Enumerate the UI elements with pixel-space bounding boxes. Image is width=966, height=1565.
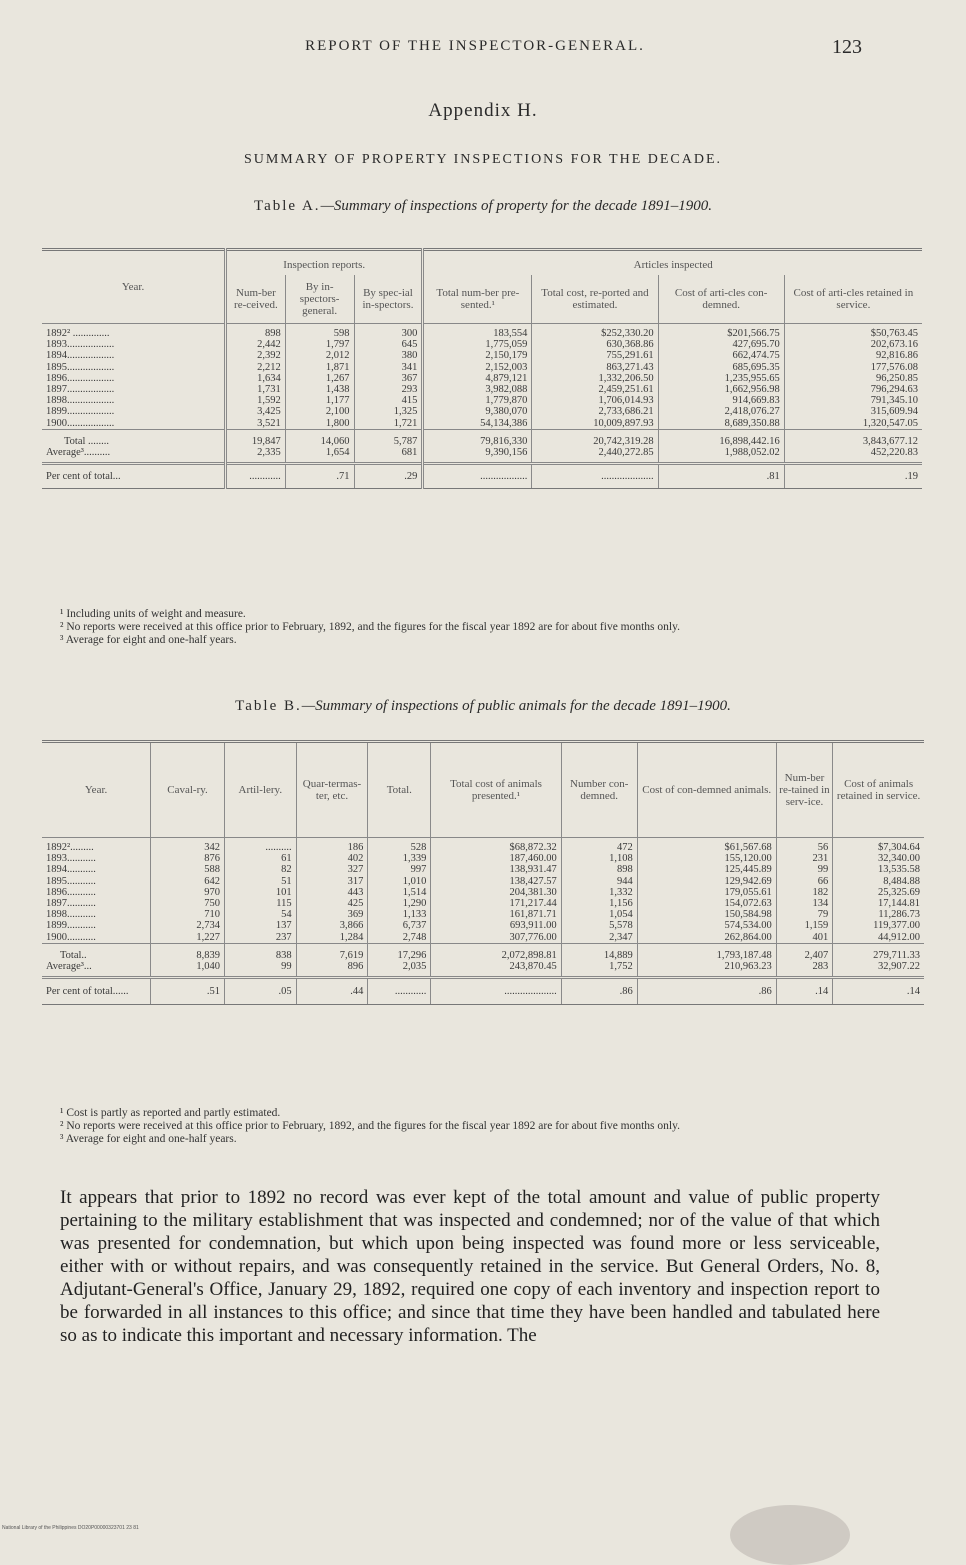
row-value: 1,662,956.98: [658, 384, 784, 395]
table-b-note-3: ³ Average for eight and one-half years.: [60, 1133, 237, 1145]
page-stain: [730, 1505, 850, 1565]
row-year: 1895...........: [46, 875, 96, 887]
row-value: 1,159: [776, 920, 832, 931]
table-a-percent-row: [42, 464, 922, 489]
table-b-note-2: ² No reports were received at this office prior to February, 1892, and the figures for the fiscal year 1892 are for about five months only.: [60, 1120, 680, 1132]
row-value: 119,377.00: [833, 920, 924, 931]
row-value: 2,392: [226, 350, 286, 361]
table-row: [42, 898, 924, 909]
average-value: 681: [354, 447, 423, 464]
table-a-group-articles-inspected: Articles inspected: [423, 250, 922, 276]
table-a-total-row: [42, 429, 922, 447]
percent-value: .14: [833, 978, 924, 1005]
total-value: 16,898,442.16: [658, 429, 784, 447]
percent-value: ............: [226, 464, 286, 489]
table-a-header-cost-retained: Cost of arti-cles retained in service.: [784, 275, 922, 324]
table-a-average-row: [42, 447, 922, 464]
row-value: 231: [776, 853, 832, 864]
row-value: 129,942.69: [637, 876, 776, 887]
row-value: 898: [561, 864, 637, 875]
running-head: REPORT OF THE INSPECTOR-GENERAL.: [305, 38, 645, 54]
row-value: 1,133: [368, 909, 431, 920]
row-year: 1894..................: [46, 350, 115, 362]
row-year: 1900..................: [46, 417, 115, 429]
row-value: 17,144.81: [833, 898, 924, 909]
row-value: 685,695.35: [658, 362, 784, 373]
row-value: 598: [285, 324, 354, 340]
average-value: 1,040: [151, 961, 225, 978]
table-b-header-year: Year.: [42, 742, 151, 838]
row-value: 177,576.08: [784, 362, 922, 373]
row-value: 2,100: [285, 406, 354, 417]
row-value: 82: [224, 864, 296, 875]
row-value: 92,816.86: [784, 350, 922, 361]
row-value: 1,871: [285, 362, 354, 373]
row-value: 1,779,870: [423, 395, 532, 406]
row-value: 3,866: [296, 920, 368, 931]
summary-title: SUMMARY OF PROPERTY INSPECTIONS FOR THE DECADE.: [243, 152, 723, 167]
row-value: 1,320,547.05: [784, 418, 922, 430]
average-value: 2,440,272.85: [532, 447, 658, 464]
row-value: ..........: [224, 838, 296, 854]
appendix-title: Appendix H.: [428, 100, 538, 121]
row-value: 5,578: [561, 920, 637, 931]
row-year: 1896..................: [46, 372, 115, 384]
row-value: 1,731: [226, 384, 286, 395]
row-value: 11,286.73: [833, 909, 924, 920]
table-row: [42, 373, 922, 384]
percent-value: Per cent of total...: [42, 464, 226, 489]
table-b: [42, 740, 924, 1005]
average-value: 210,963.23: [637, 961, 776, 978]
percent-value: ....................: [431, 978, 561, 1005]
table-b-title: —Summary of inspections of public animals for the decade 1891–1900.: [301, 698, 731, 714]
table-row: [42, 362, 922, 373]
row-year: 1900...........: [46, 931, 96, 943]
total-value: Total..: [42, 943, 151, 961]
row-value: 369: [296, 909, 368, 920]
row-value: 341: [354, 362, 423, 373]
total-value: 7,619: [296, 943, 368, 961]
table-row: [42, 384, 922, 395]
table-b-header-number-condemned: Number con-demned.: [561, 742, 637, 838]
row-value: 863,271.43: [532, 362, 658, 373]
row-value: 187,460.00: [431, 853, 561, 864]
row-year: 1897...........: [46, 898, 96, 910]
row-value: 32,340.00: [833, 853, 924, 864]
table-a-header-by-inspectors-general: By in-spectors-general.: [285, 275, 354, 324]
row-value: 2,012: [285, 350, 354, 361]
row-value: 101: [224, 887, 296, 898]
row-value: 9,380,070: [423, 406, 532, 417]
row-value: 137: [224, 920, 296, 931]
percent-value: .81: [658, 464, 784, 489]
row-value: 66: [776, 876, 832, 887]
table-row: [42, 350, 922, 361]
row-value: 944: [561, 876, 637, 887]
average-value: 1,752: [561, 961, 637, 978]
row-value: $50,763.45: [784, 324, 922, 340]
row-value: 44,912.00: [833, 932, 924, 944]
row-value: 237: [224, 932, 296, 944]
row-value: 2,734: [151, 920, 225, 931]
row-value: 54: [224, 909, 296, 920]
row-value: 574,534.00: [637, 920, 776, 931]
table-row: [42, 838, 924, 854]
row-value: 202,673.16: [784, 339, 922, 350]
average-value: 2,335: [226, 447, 286, 464]
table-a-notes: [60, 608, 890, 647]
row-value: 79: [776, 909, 832, 920]
row-value: 6,737: [368, 920, 431, 931]
row-value: 997: [368, 864, 431, 875]
total-value: 19,847: [226, 429, 286, 447]
total-value: 3,843,677.12: [784, 429, 922, 447]
row-value: 1,775,059: [423, 339, 532, 350]
row-value: 300: [354, 324, 423, 340]
row-year: 1896...........: [46, 886, 96, 898]
row-value: 427,695.70: [658, 339, 784, 350]
row-value: 1,177: [285, 395, 354, 406]
table-row: [42, 406, 922, 417]
total-value: 17,296: [368, 943, 431, 961]
row-value: 425: [296, 898, 368, 909]
row-value: 645: [354, 339, 423, 350]
table-b-header-cost-retained: Cost of animals retained in service.: [833, 742, 924, 838]
row-year: 1895..................: [46, 361, 115, 373]
row-value: 183,554: [423, 324, 532, 340]
row-year: 1898..................: [46, 395, 115, 407]
percent-value: .44: [296, 978, 368, 1005]
total-value: 79,816,330: [423, 429, 532, 447]
table-a-note-2: ² No reports were received at this office prior to February, 1892, and the figures for the fiscal year 1892 are for about five months only.: [60, 621, 680, 633]
body-paragraph: It appears that prior to 1892 no record was ever kept of the total amount and value of public property pertaining to the military establishment that was inspected and condemned; nor of the value of that which was presented for condemnation, but which upon being inspected was found more or less serviceable, either with or without repairs, and was consequently retained in the service. But General Orders, No. 8, Adjutant-General's Office, January 29, 1892, required one copy of each inventory and inspection report to be forwarded in all instances to this office; and since that time they have been handled and tabulated here so as to indicate this important and necessary information. The: [60, 1187, 880, 1346]
table-b-percent-label: Per cent of total......: [42, 978, 151, 1005]
table-row: [42, 920, 924, 931]
average-value: 452,220.83: [784, 447, 922, 464]
table-a-header-year: Year.: [42, 250, 226, 324]
total-value: 5,787: [354, 429, 423, 447]
row-value: 401: [776, 932, 832, 944]
row-value: 2,347: [561, 932, 637, 944]
row-value: $7,304.64: [833, 838, 924, 854]
row-value: 642: [151, 876, 225, 887]
table-a: [42, 248, 922, 489]
row-value: 970: [151, 887, 225, 898]
table-b-header-total: Total.: [368, 742, 431, 838]
total-value: 1,793,187.48: [637, 943, 776, 961]
row-value: 662,474.75: [658, 350, 784, 361]
row-value: 134: [776, 898, 832, 909]
row-value: 4,879,121: [423, 373, 532, 384]
row-value: $68,872.32: [431, 838, 561, 854]
row-value: 51: [224, 876, 296, 887]
row-year: 1898...........: [46, 909, 96, 921]
row-value: 2,152,003: [423, 362, 532, 373]
row-value: 125,445.89: [637, 864, 776, 875]
table-b-header-cost-condemned: Cost of con-demned animals.: [637, 742, 776, 838]
average-value: 1,988,052.02: [658, 447, 784, 464]
percent-value: ............: [368, 978, 431, 1005]
row-value: 914,669.83: [658, 395, 784, 406]
row-value: 710: [151, 909, 225, 920]
row-value: 25,325.69: [833, 887, 924, 898]
percent-value: .86: [637, 978, 776, 1005]
table-b-header-quartermaster: Quar-termas-ter, etc.: [296, 742, 368, 838]
row-value: 1,634: [226, 373, 286, 384]
row-value: 154,072.63: [637, 898, 776, 909]
row-value: 186: [296, 838, 368, 854]
row-year: 1892² ..............: [46, 328, 110, 339]
table-b-header-artillery: Artil-lery.: [224, 742, 296, 838]
row-value: 367: [354, 373, 423, 384]
percent-value: .71: [285, 464, 354, 489]
row-year: 1893..................: [46, 339, 115, 351]
percent-value: ..................: [423, 464, 532, 489]
row-value: 138,931.47: [431, 864, 561, 875]
average-value: 896: [296, 961, 368, 978]
table-row: [42, 909, 924, 920]
row-value: 3,425: [226, 406, 286, 417]
table-row: [42, 324, 922, 340]
row-value: 56: [776, 838, 832, 854]
row-value: 1,267: [285, 373, 354, 384]
row-value: 1,339: [368, 853, 431, 864]
row-value: 13,535.58: [833, 864, 924, 875]
table-row: [42, 887, 924, 898]
row-value: 2,418,076.27: [658, 406, 784, 417]
row-value: 293: [354, 384, 423, 395]
row-year: 1899...........: [46, 920, 96, 932]
table-b-total-row: [42, 943, 924, 961]
row-value: 472: [561, 838, 637, 854]
row-value: 3,521: [226, 418, 286, 430]
row-value: 588: [151, 864, 225, 875]
row-value: 1,235,955.65: [658, 373, 784, 384]
row-value: 750: [151, 898, 225, 909]
row-value: $252,330.20: [532, 324, 658, 340]
table-row: [42, 932, 924, 944]
row-value: 443: [296, 887, 368, 898]
row-year: 1894...........: [46, 864, 96, 876]
row-value: 54,134,386: [423, 418, 532, 430]
row-value: 204,381.30: [431, 887, 561, 898]
row-value: 1,592: [226, 395, 286, 406]
row-value: $201,566.75: [658, 324, 784, 340]
row-year: 1899..................: [46, 406, 115, 418]
row-value: 402: [296, 853, 368, 864]
row-value: 1,108: [561, 853, 637, 864]
percent-value: .05: [224, 978, 296, 1005]
total-value: 2,072,898.81: [431, 943, 561, 961]
total-value: Total ........: [42, 429, 226, 447]
row-value: 1,797: [285, 339, 354, 350]
table-row: [42, 418, 922, 430]
table-a-header-number-received: Num-ber re-ceived.: [226, 275, 286, 324]
table-b-average-row: [42, 961, 924, 978]
row-value: 2,748: [368, 932, 431, 944]
table-row: [42, 876, 924, 887]
row-value: 2,150,179: [423, 350, 532, 361]
row-value: 327: [296, 864, 368, 875]
table-a-caption: [0, 198, 966, 215]
row-value: 1,010: [368, 876, 431, 887]
row-value: 150,584.98: [637, 909, 776, 920]
table-a-header-by-special-inspectors: By spec-ial in-spectors.: [354, 275, 423, 324]
average-value: 32,907.22: [833, 961, 924, 978]
table-b-notes: [60, 1107, 890, 1146]
row-value: 2,442: [226, 339, 286, 350]
row-value: 3,982,088: [423, 384, 532, 395]
percent-value: .29: [354, 464, 423, 489]
row-value: 876: [151, 853, 225, 864]
total-value: 14,060: [285, 429, 354, 447]
row-value: 693,911.00: [431, 920, 561, 931]
table-b-label: Table B.: [235, 698, 302, 714]
table-a-header-total-cost: Total cost, re-ported and estimated.: [532, 275, 658, 324]
row-value: 171,217.44: [431, 898, 561, 909]
page-number: 123: [832, 36, 862, 58]
row-value: 1,800: [285, 418, 354, 430]
row-value: 317: [296, 876, 368, 887]
row-value: 2,733,686.21: [532, 406, 658, 417]
table-b-caption: [0, 698, 966, 715]
percent-value: .19: [784, 464, 922, 489]
row-value: 1,156: [561, 898, 637, 909]
row-value: 415: [354, 395, 423, 406]
row-value: 1,332,206.50: [532, 373, 658, 384]
percent-value: ....................: [532, 464, 658, 489]
row-value: 1,721: [354, 418, 423, 430]
row-value: 528: [368, 838, 431, 854]
row-year: 1892².........: [46, 842, 94, 853]
table-a-header-cost-condemned: Cost of arti-cles con-demned.: [658, 275, 784, 324]
row-value: 8,484.88: [833, 876, 924, 887]
row-value: 1,706,014.93: [532, 395, 658, 406]
row-value: 99: [776, 864, 832, 875]
row-value: 2,459,251.61: [532, 384, 658, 395]
row-value: 1,290: [368, 898, 431, 909]
table-b-header-cavalry: Caval-ry.: [151, 742, 225, 838]
row-value: 796,294.63: [784, 384, 922, 395]
average-value: 283: [776, 961, 832, 978]
table-a-note-3: ³ Average for eight and one-half years.: [60, 634, 237, 646]
row-value: 155,120.00: [637, 853, 776, 864]
row-value: 1,325: [354, 406, 423, 417]
row-value: 1,284: [296, 932, 368, 944]
total-value: 8,839: [151, 943, 225, 961]
row-value: 755,291.61: [532, 350, 658, 361]
row-value: 115: [224, 898, 296, 909]
row-value: 2,212: [226, 362, 286, 373]
total-value: 838: [224, 943, 296, 961]
average-value: 9,390,156: [423, 447, 532, 464]
table-row: [42, 853, 924, 864]
average-value: 1,654: [285, 447, 354, 464]
table-row: [42, 864, 924, 875]
row-value: 791,345.10: [784, 395, 922, 406]
row-value: 1,332: [561, 887, 637, 898]
row-value: 307,776.00: [431, 932, 561, 944]
table-b-header-number-retained: Num-ber re-tained in serv-ice.: [776, 742, 832, 838]
row-value: 10,009,897.93: [532, 418, 658, 430]
average-value: 243,870.45: [431, 961, 561, 978]
percent-value: .86: [561, 978, 637, 1005]
row-value: 161,871.71: [431, 909, 561, 920]
row-year: 1897..................: [46, 384, 115, 396]
row-value: 182: [776, 887, 832, 898]
row-value: 1,514: [368, 887, 431, 898]
row-value: 262,864.00: [637, 932, 776, 944]
row-value: 315,609.94: [784, 406, 922, 417]
table-a-label: Table A.: [253, 198, 321, 214]
average-value: Average³..........: [46, 447, 111, 459]
table-a-group-inspection-reports: Inspection reports.: [226, 250, 423, 276]
row-value: 138,427.57: [431, 876, 561, 887]
table-row: [42, 395, 922, 406]
average-value: 99: [224, 961, 296, 978]
row-value: 1,227: [151, 932, 225, 944]
row-value: 630,368.86: [532, 339, 658, 350]
row-value: 1,438: [285, 384, 354, 395]
table-b-note-1: ¹ Cost is partly as reported and partly estimated.: [60, 1107, 281, 1119]
row-value: 898: [226, 324, 286, 340]
row-year: 1893...........: [46, 853, 96, 865]
total-value: 14,889: [561, 943, 637, 961]
total-value: 2,407: [776, 943, 832, 961]
table-a-title: —Summary of inspections of property for the decade 1891–1900.: [320, 198, 713, 214]
percent-value: .51: [151, 978, 225, 1005]
row-value: 380: [354, 350, 423, 361]
scan-footer: National Library of the Philippines DO20P00000323701 23 81: [2, 1525, 139, 1531]
table-b-header-total-cost-presented: Total cost of animals presented.¹: [431, 742, 561, 838]
row-value: 8,689,350.88: [658, 418, 784, 430]
average-value: Average³...: [46, 961, 92, 973]
row-value: $61,567.68: [637, 838, 776, 854]
table-a-header-total-number-presented: Total num-ber pre-sented.¹: [423, 275, 532, 324]
row-value: 1,054: [561, 909, 637, 920]
row-value: 61: [224, 853, 296, 864]
table-a-note-1: ¹ Including units of weight and measure.: [60, 608, 246, 620]
total-value: 20,742,319.28: [532, 429, 658, 447]
percent-value: .14: [776, 978, 832, 1005]
row-value: 179,055.61: [637, 887, 776, 898]
total-value: 279,711.33: [833, 943, 924, 961]
table-row: [42, 339, 922, 350]
row-value: 342: [151, 838, 225, 854]
average-value: 2,035: [368, 961, 431, 978]
row-value: 96,250.85: [784, 373, 922, 384]
